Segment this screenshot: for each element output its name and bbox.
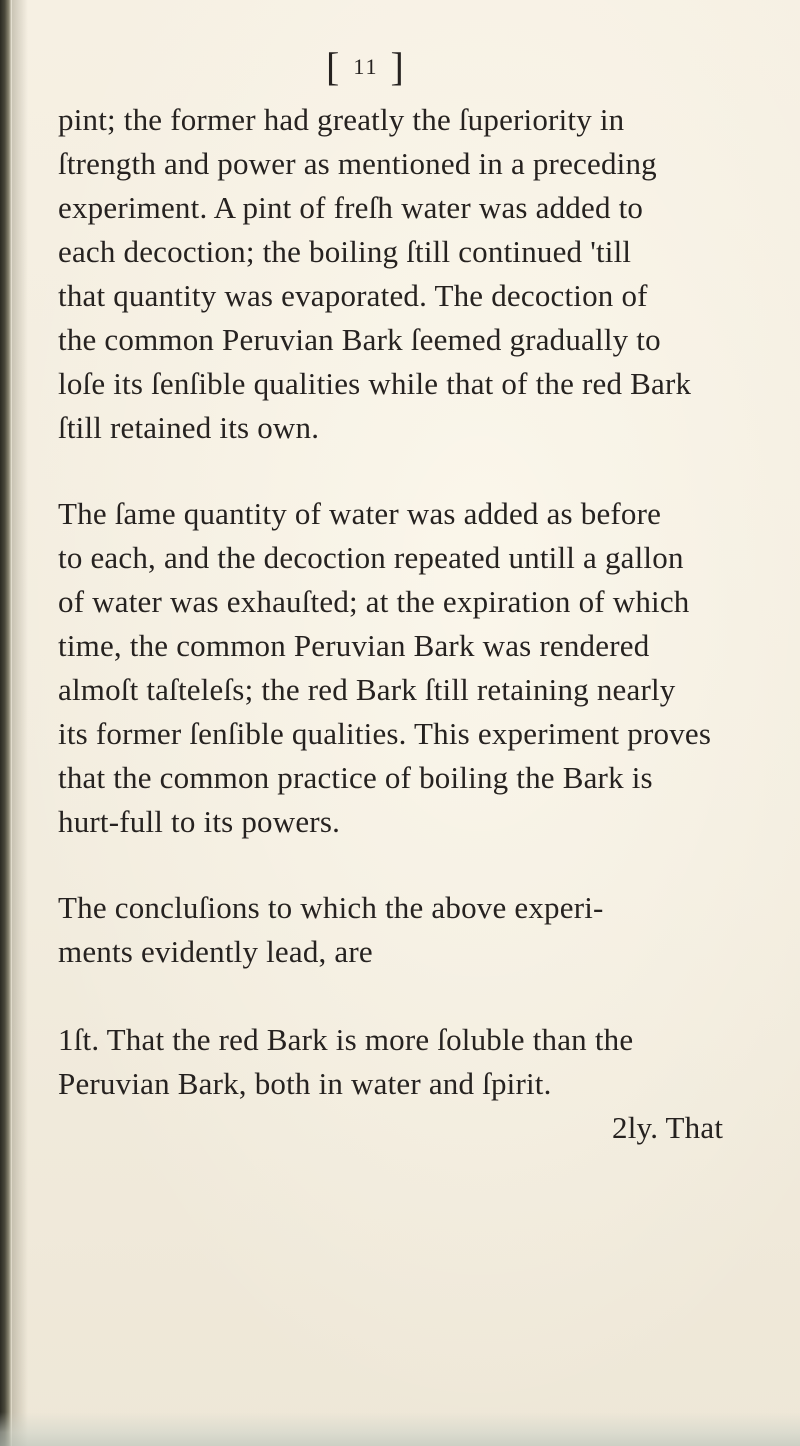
text-line: that the common practice of boiling the Bark is: [58, 760, 653, 795]
text-line: Peruvian Bark, both in water and ſpirit.: [58, 1066, 552, 1101]
text-line: each decoction; the boiling ſtill continued 'till: [58, 234, 632, 269]
text-line: experiment. A pint of freſh water was added to: [58, 190, 644, 225]
text-line: that quantity was evaporated. The decoction of: [58, 278, 648, 313]
text-line: its former ſenſible qualities. This experiment proves: [58, 716, 712, 751]
text-line: 1ſt. That the red Bark is more ſoluble than the: [58, 1022, 634, 1057]
text-line: ſtill retained its own.: [58, 410, 320, 445]
catchword: 2ly. That: [612, 1110, 724, 1145]
page-number: 11: [353, 54, 379, 79]
text-line: ſtrength and power as mentioned in a preceding: [58, 146, 657, 181]
gutter-shadow: [12, 0, 28, 1446]
text-line: pint; the former had greatly the ſuperiority in: [58, 102, 625, 137]
book-binding-edge: [0, 0, 12, 1446]
text-line: of water was exhauſted; at the expiration of which: [58, 584, 690, 619]
text-line: loſe its ſenſible qualities while that of the red Bark: [58, 366, 692, 401]
text-line: hurt-full to its powers.: [58, 804, 341, 839]
text-line: to each, and the decoction repeated untill a gallon: [58, 540, 684, 575]
page-bottom-edge: [0, 1412, 800, 1446]
text-line: the common Peruvian Bark ſeemed gradually to: [58, 322, 661, 357]
header-bracket-close: ]: [390, 44, 406, 89]
text-line: The concluſions to which the above experi-: [58, 890, 604, 925]
text-line: almoſt taſteleſs; the red Bark ſtill retaining nearly: [58, 672, 676, 707]
text-line: ments evidently lead, are: [58, 934, 373, 969]
header-bracket-open: [: [326, 44, 342, 89]
text-line: time, the common Peruvian Bark was rendered: [58, 628, 650, 663]
page-number-header: [326, 42, 466, 92]
text-line: The ſame quantity of water was added as before: [58, 496, 662, 531]
